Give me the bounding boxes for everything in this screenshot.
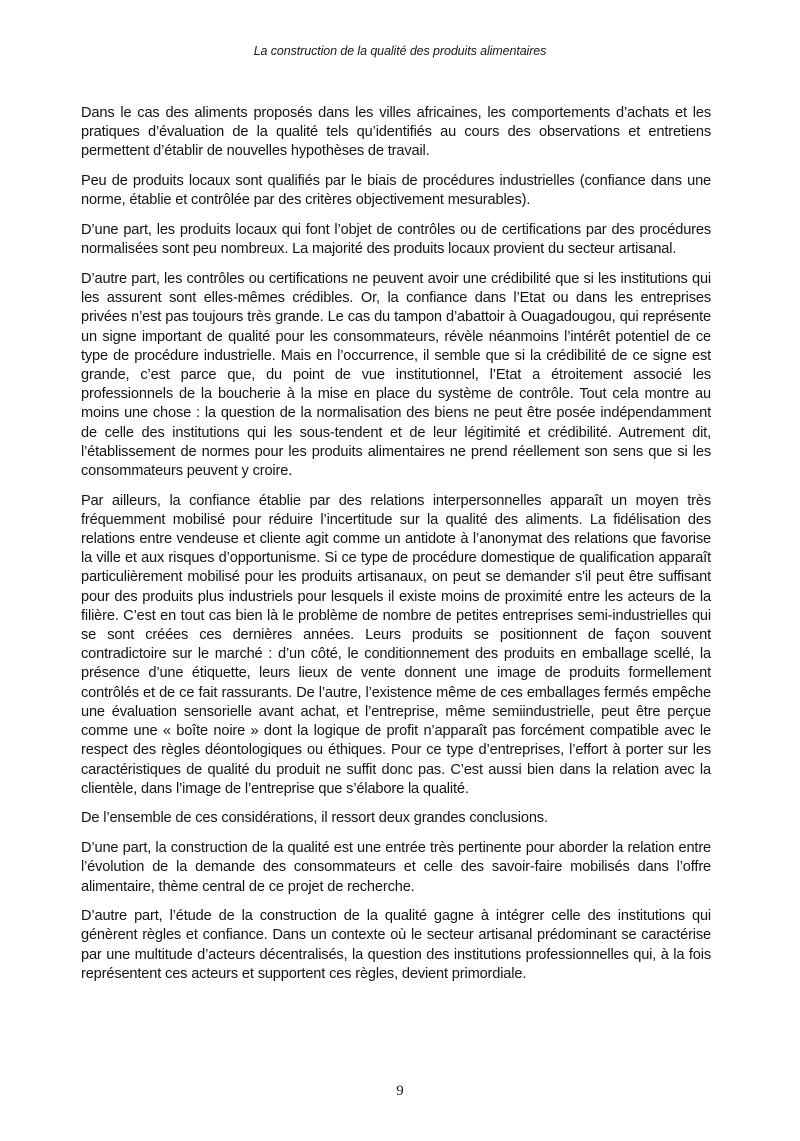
- running-header: La construction de la qualité des produits alimentaires: [253, 44, 547, 58]
- paragraph-7: D’une part, la construction de la qualité est une entrée très pertinente pour aborder la relation entre l’évolution de la demande des consommateurs et celle des savoir-faire mobilisés dans l’offre alimentaire, thème central de ce projet de recherche.: [81, 840, 711, 895]
- page-number: 9: [396, 1083, 404, 1099]
- paragraph-2: Peu de produits locaux sont qualifiés par le biais de procédures industrielles (confiance dans une norme, établie et contrôlée par des critères objectivement mesurables).: [81, 173, 711, 209]
- paragraph-3: D’une part, les produits locaux qui font l’objet de contrôles ou de certifications par des procédures normalisées sont peu nombreux. La majorité des produits locaux provient du secteur artisanal.: [81, 222, 711, 258]
- paragraph-8: D’autre part, l’étude de la construction de la qualité gagne à intégrer celle des institutions qui génèrent règles et confiance. Dans un contexte où le secteur artisanal prédominant se caractérise par une multitude d’acteurs décentralisés, la question des institutions professionnelles qui, à la fois représentent ces acteurs et supportent ces règles, devient primordiale.: [81, 908, 711, 982]
- paragraph-1: Dans le cas des aliments proposés dans les villes africaines, les comportements d’achats et les pratiques d’évaluation de la qualité tels qu’identifiés au cours des observations et entretiens permettent d’établir de nouvelles hypothèses de travail.: [81, 105, 711, 160]
- body-text: [81, 104, 711, 995]
- paragraph-5: Par ailleurs, la confiance établie par des relations interpersonnelles apparaît un moyen très fréquemment mobilisé pour réduire l’incertitude sur la qualité des aliments. La fidélisation des relations entre vendeuse et cliente agit comme un antidote à l’anonymat des relations que favorise la ville et aux risques d’opportunisme. Si ce type de procédure domestique de qualification apparaît particulièrement mobilisé pour les produits artisanaux, on peut se demander s'il peut être suffisant pour des produits plus industriels pour lesquels il existe moins de proximité entre les acteurs de la filière. C’est en tout cas bien là le problème de nombre de petites entreprises semi-industrielles qui se sont créées ces dernières années. Leurs produits se positionnent de façon souvent contradictoire sur le marché : d’un côté, le conditionnement des produits en emballage scellé, la présence d’une étiquette, leurs lieux de vente donnent une image de produits formellement contrôlés et de ce fait rassurants. De l’autre, l’existence même de ces emballages fermés empêche une évaluation sensorielle avant achat, et l’entreprise, même semiindustrielle, peut être perçue comme une « boîte noire » dont la logique de profit n’apparaît pas forcément compatible avec le respect des règles déontologiques ou éthiques. Pour ce type d’entreprises, l’effort à porter sur les caractéristiques de qualité du produit ne suffit donc pas. C’est aussi bien dans la relation avec la clientèle, dans l’image de l’entreprise que s’élabore la qualité.: [81, 492, 711, 797]
- paragraph-4: D’autre part, les contrôles ou certifications ne peuvent avoir une crédibilité que si les institutions qui les assurent sont elles-mêmes crédibles. Or, la confiance dans l’Etat ou dans les entreprises privées n’est pas toujours très grande. Le cas du tampon d’abattoir à Ouagadougou, qui représente un signe important de qualité pour les consommateurs, révèle néanmoins l’intérêt potentiel de ce type de procédure industrielle. Mais en l’occurrence, il semble que si la crédibilité de ce signe est grande, c’est parce que, du point de vue institutionnel, l’Etat a étroitement associé les professionnels de la boucherie à la mise en place du système de contrôle. Tout cela montre au moins une chose : la question de la normalisation des biens ne peut être posée indépendamment de celle des institutions qui les sous-tendent et de leur légitimité et crédibilité. Autrement dit, l’établissement de normes pour les produits alimentaires ne prend réellement son sens que si les consommateurs peuvent y croire.: [81, 270, 711, 479]
- paragraph-6: De l’ensemble de ces considérations, il ressort deux grandes conclusions.: [81, 810, 548, 827]
